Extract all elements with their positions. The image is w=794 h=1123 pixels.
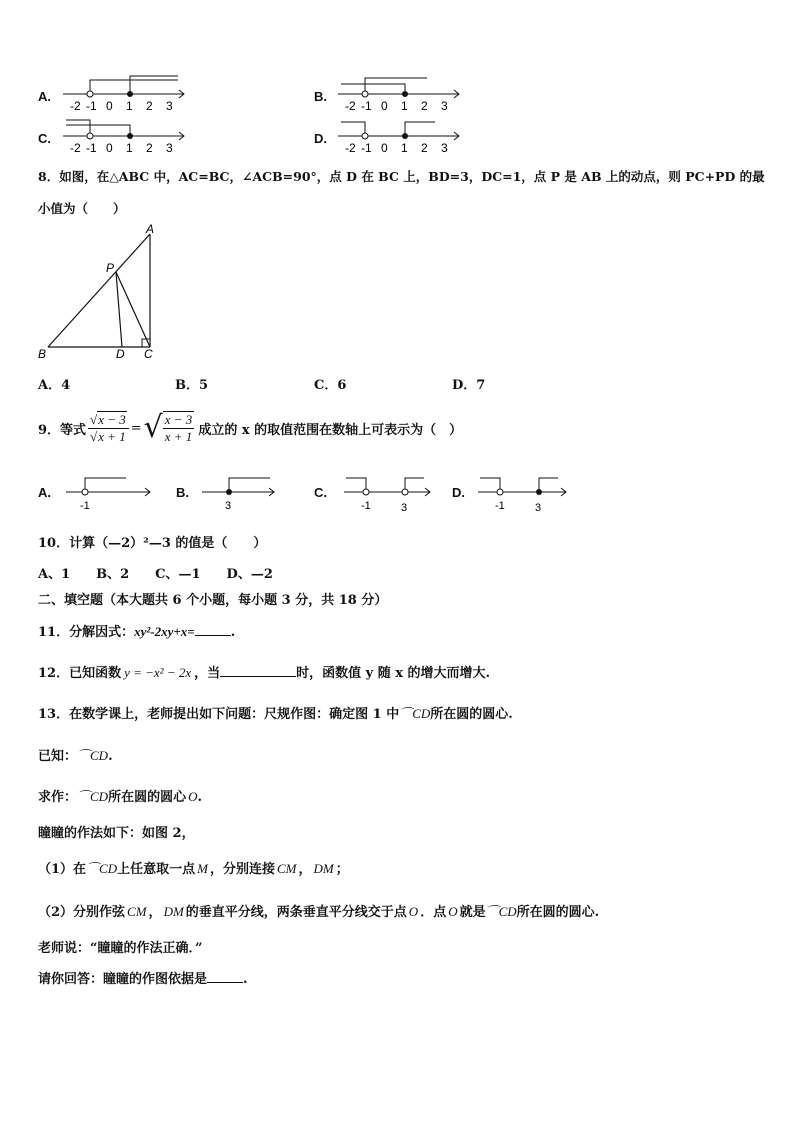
q13-step2 [38, 901, 599, 920]
q13-step2-d: ．点 [420, 905, 447, 920]
arc-cd-symbol: ⌒CD [86, 861, 118, 876]
tick-label: 1 [401, 141, 408, 155]
q9-right-fraction [163, 411, 195, 445]
tick-label: 1 [401, 99, 408, 113]
q7-number-line-b [335, 74, 465, 114]
q9-equals: = [130, 420, 142, 436]
q11-expression: xy²-2xy+x= [134, 624, 195, 639]
q9-number-line-d [476, 470, 570, 512]
segment-dm: DM [163, 904, 184, 919]
tick-label: -1 [80, 500, 90, 512]
q8-triangle-figure [36, 222, 166, 362]
q13-step1-a: （1）在 [38, 862, 87, 877]
q13-line1-a: 13．在数学课上，老师提出如下问题：尺规作图：确定图 1 中 [38, 707, 400, 722]
q8-option-a[interactable]: A．4 [38, 378, 71, 393]
q9-left-den: x + 1 [98, 428, 126, 444]
q11-answer-blank[interactable] [195, 635, 231, 636]
q13-line1-b: 所在圆的圆心. [430, 707, 513, 722]
q12-prefix: 12．已知函数 [38, 666, 122, 681]
q13-step2-a: （2）分别作弦 [38, 905, 126, 920]
q13-answer-prefix: 请你回答：瞳瞳的作图依据是 [38, 972, 208, 987]
q13-step1 [38, 858, 349, 877]
q13-step1-d: ， [298, 862, 312, 877]
tick-label: 0 [381, 141, 388, 155]
q7-option-b-label[interactable]: B. [314, 89, 327, 104]
q12-suffix: 时，函数值 y 随 x 的增大而增大. [296, 666, 491, 681]
q13-step2-e: 就是 [459, 905, 486, 920]
label-a: A [146, 222, 155, 236]
arc-cd-symbol: ⌒CD [485, 904, 517, 919]
point-m: M [197, 861, 208, 876]
q11-suffix: . [230, 625, 236, 640]
tick-label: 3 [441, 99, 448, 113]
tick-label: -1 [361, 141, 372, 155]
q8-stem-line2: 小值为（ ） [38, 201, 126, 216]
arc-cd-symbol: ⌒CD [77, 748, 109, 763]
q13-known-prefix: 已知： [38, 749, 78, 764]
tick-label: 3 [166, 141, 173, 155]
point-o: O [188, 789, 198, 804]
q9-stem [38, 405, 462, 451]
q13-seek [38, 786, 202, 805]
q10-stem: 10．计算（—2）²—3 的值是（ ） [38, 536, 267, 551]
tick-label: 0 [381, 99, 388, 113]
tick-label: 2 [421, 99, 428, 113]
label-b: B [38, 347, 47, 361]
q13-seek-suffix: . [197, 790, 203, 805]
arc-cd-symbol: ⌒CD [399, 706, 431, 721]
tick-label: -2 [345, 141, 356, 155]
q7-number-line-c [60, 116, 190, 156]
q9-right-den: x + 1 [164, 429, 193, 444]
q13-step1-b: 上任意取一点 [117, 862, 196, 877]
tick-label: 2 [146, 99, 153, 113]
segment-cm: CM [127, 904, 147, 919]
q13-seek-prefix: 求作： [38, 790, 78, 805]
segment-cm: CM [276, 861, 297, 876]
q9-big-root-icon: √ [143, 410, 163, 445]
q9-left-fraction: $\frac{√x - 3}{√x + 1}$ [88, 412, 129, 445]
q9-number-line-b [200, 470, 280, 512]
tick-label: 0 [106, 99, 113, 113]
q12-mid: ，当 [194, 666, 221, 681]
point-o: O [448, 904, 458, 919]
q8-option-d[interactable]: D．7 [452, 378, 486, 393]
segment-ab [48, 234, 150, 347]
q13-answer-suffix: . [243, 972, 248, 987]
tick-label: -2 [345, 99, 356, 113]
segment-dm: DM [313, 861, 334, 876]
q8-option-c[interactable]: C．6 [314, 378, 347, 393]
q12-answer-blank[interactable] [220, 676, 296, 677]
q13-seek-mid: 所在圆的圆心 [108, 790, 187, 805]
q12-stem [38, 662, 490, 681]
q9-option-d-label[interactable]: D. [452, 485, 465, 500]
q13-stem [38, 703, 513, 722]
q9-number-line-c [342, 470, 434, 512]
q7-number-line-a [60, 74, 190, 114]
q13-answer [38, 968, 248, 987]
q9-prefix: 9．等式 [38, 422, 87, 438]
q13-known [38, 745, 113, 764]
q11-prefix: 11．分解因式： [38, 625, 135, 640]
tick-label: 3 [535, 502, 542, 512]
tick-label: -1 [495, 500, 505, 512]
tick-label: -1 [86, 99, 97, 113]
tick-label: 3 [166, 99, 173, 113]
q9-option-a-label[interactable]: A. [38, 485, 51, 500]
tick-label: -2 [70, 141, 81, 155]
q8-stem-line1: 8．如图，在△ABC 中，AC=BC，∠ACB=90°，点 D 在 BC 上，BD=3，DC=1，点 P 是 AB 上的动点，则 PC+PD 的最 [38, 169, 765, 184]
q7-option-d-label[interactable]: D. [314, 131, 327, 146]
tick-label: 1 [126, 99, 133, 113]
tick-label: -2 [70, 99, 81, 113]
tick-label: -1 [86, 141, 97, 155]
q9-suffix: 成立的 x 的取值范围在数轴上可表示为（ ） [198, 422, 463, 438]
q7-option-c-label[interactable]: C. [38, 131, 51, 146]
q13-step1-e: ； [335, 862, 349, 877]
section-heading: 二、填空题（本大题共 6 个小题，每小题 3 分，共 18 分） [38, 593, 388, 608]
point-o: O [408, 904, 419, 919]
tick-label: 0 [106, 141, 113, 155]
q10-options[interactable]: A、1 B、2 C、—1 D、—2 [38, 567, 273, 582]
q9-number-line-a [64, 470, 156, 512]
q7-number-line-d [335, 116, 465, 156]
tick-label: 3 [225, 500, 232, 512]
q9-left-num: x − 3 [98, 411, 126, 427]
q13-known-suffix: . [108, 749, 113, 764]
tick-label: 3 [401, 502, 408, 512]
q13-step2-c: 的垂直平分线，两条垂直平分线交于点 [185, 905, 407, 920]
label-p: P [106, 261, 115, 275]
tick-label: -1 [361, 500, 371, 512]
q9-option-b-label[interactable]: B. [176, 485, 189, 500]
q11-stem [38, 621, 235, 640]
q13-step1-c: ，分别连接 [209, 862, 275, 877]
q13-teacher: 老师说：“瞳瞳的作法正确．” [38, 941, 203, 956]
q13-step2-b: ， [148, 905, 162, 920]
tick-label: -1 [361, 99, 372, 113]
tick-label: 2 [146, 141, 153, 155]
q7-option-a-label[interactable]: A. [38, 89, 51, 104]
q12-function: y = −x² − 2x [124, 665, 192, 680]
tick-label: 1 [126, 141, 133, 155]
q13-answer-blank[interactable] [207, 982, 243, 983]
arc-cd-symbol: ⌒CD [77, 789, 109, 804]
q13-step2-f: 所在圆的圆心. [516, 905, 600, 920]
q9-right-num: x − 3 [164, 412, 193, 427]
q9-option-c-label[interactable]: C. [314, 485, 327, 500]
label-d: D [116, 347, 125, 361]
q13-method: 瞳瞳的作法如下：如图 2， [38, 826, 195, 841]
tick-label: 3 [441, 141, 448, 155]
tick-label: 2 [421, 141, 428, 155]
label-c: C [144, 347, 153, 361]
q8-option-b[interactable]: B．5 [175, 378, 209, 393]
